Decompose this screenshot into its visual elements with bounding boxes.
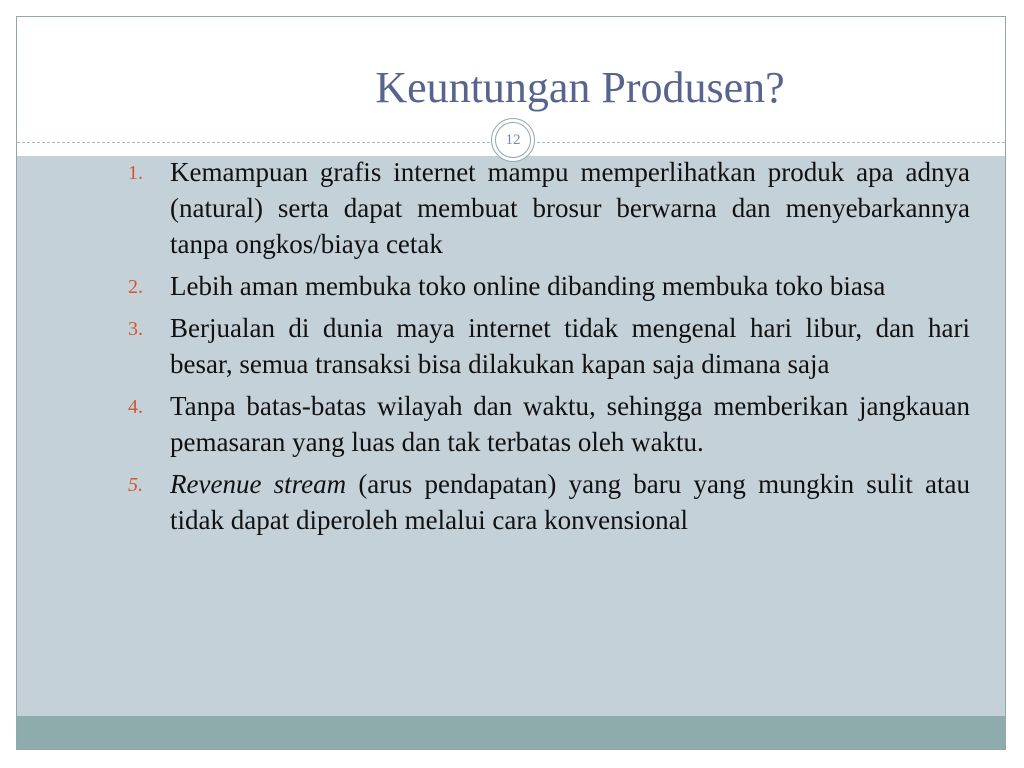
benefit-list: [124, 154, 970, 544]
list-item-text: Berjualan di dunia maya internet tidak mengenal hari libur, dan hari besar, semua transaksi bisa dilakukan kapan saja dimana saja: [170, 313, 970, 379]
list-item-text: (arus pendapatan) yang baru yang mungkin sulit atau tidak dapat diperoleh melalui cara konvensional: [170, 469, 970, 535]
list-item-number: 5.: [128, 474, 143, 496]
list-item-text: Kemampuan grafis internet mampu memperlihatkan produk apa adnya (natural) serta dapat membuat brosur berwarna dan menyebarkannya tanpa ongkos/biaya cetak: [170, 157, 970, 259]
list-item-number: 3.: [128, 318, 143, 340]
list-item: [124, 310, 970, 382]
list-item-number: 1.: [128, 162, 143, 184]
list-item-number: 4.: [128, 396, 143, 418]
list-item-number: 2.: [128, 276, 143, 298]
list-item-italic-term: Revenue stream: [170, 469, 347, 499]
slide-title: Keuntungan Produsen?: [375, 63, 785, 112]
list-item: [124, 466, 970, 538]
list-item: [124, 154, 970, 262]
list-item: [124, 268, 970, 304]
list-item-text: Lebih aman membuka toko online dibanding membuka toko biasa: [170, 271, 886, 301]
footer-band: [17, 716, 1005, 750]
list-item: [124, 388, 970, 460]
list-item-text: Tanpa batas-batas wilayah dan waktu, sehingga memberikan jangkauan pemasaran yang luas dan tak terbatas oleh waktu.: [170, 391, 970, 457]
slide-number: 12: [495, 122, 531, 158]
